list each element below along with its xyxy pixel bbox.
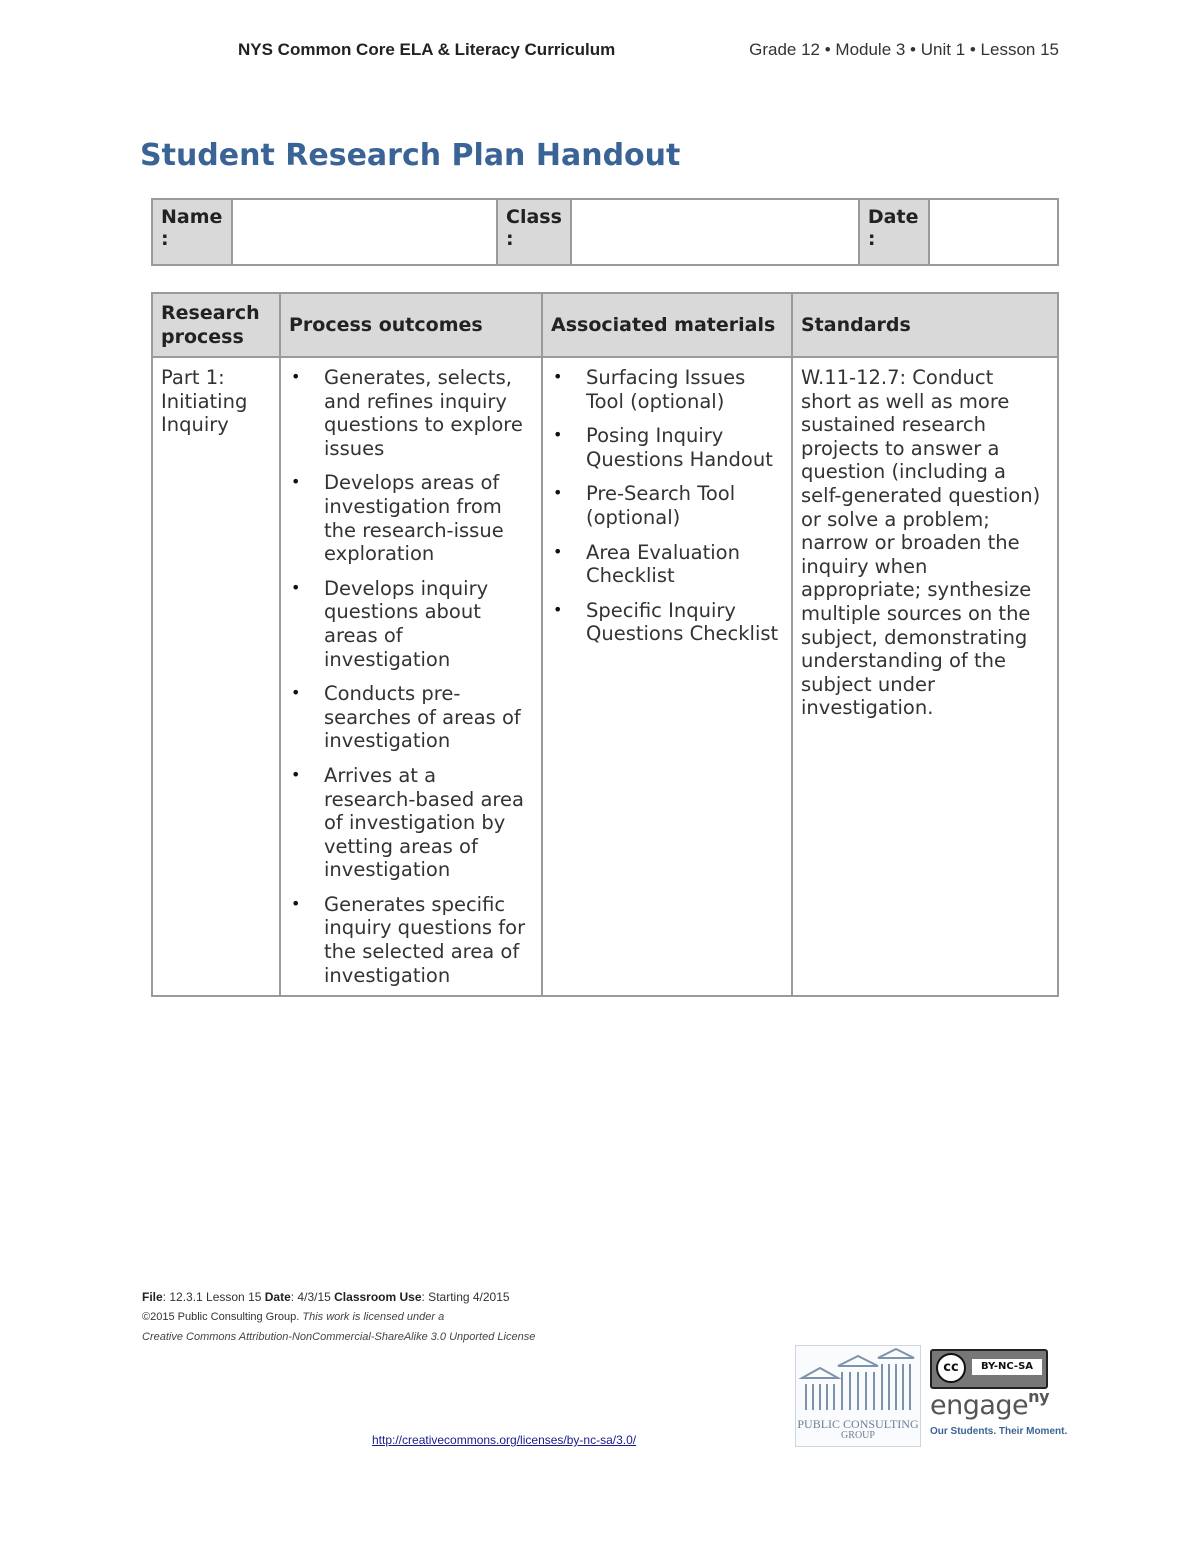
header-standards: Standards [792,293,1058,357]
list-item-text: Pre-Search Tool (optional) [586,482,736,529]
bullet-icon: • [553,599,563,619]
list-item [551,366,783,413]
date-label: Date : [859,199,929,265]
pcg-group: GROUP [841,1430,875,1441]
list-item-text: Generates specific inquiry questions for the selected area of investigation [324,892,526,987]
associated-materials-cell [542,357,792,996]
pcg-logo [795,1345,921,1447]
cc-terms: BY-NC-SA [972,1359,1042,1375]
footer [142,1287,535,1347]
pcg-columns-icon [796,1346,920,1416]
list-item [551,482,783,529]
page-title: Student Research Plan Handout [140,138,681,173]
footer-license-name[interactable]: Creative Commons Attribution-NonCommercial-ShareAlike 3.0 Unported License [142,1331,536,1343]
bullet-icon: • [291,683,301,703]
pcg-logo-text [796,1418,920,1442]
footer-copyright: ©2015 Public Consulting Group. [142,1311,303,1323]
research-process-cell: Part 1: Initiating Inquiry [152,357,280,996]
footer-file-value: : 12.3.1 Lesson 15 [162,1290,265,1304]
list-item [289,682,533,753]
bullet-icon: • [291,472,301,492]
process-outcomes-cell [280,357,542,996]
engage-ny: ny [1028,1387,1049,1406]
materials-list [551,366,783,646]
bullet-icon: • [291,367,301,386]
list-item [289,577,533,671]
bullet-icon: • [291,764,301,784]
standards-cell: W.11-12.7: Conduct short as well as more sustained research projects to answer a question (including a self-generated question) or solve a problem; narrow or broaden the inquiry when appropriate; synthesize multiple sources on the subject, demonstrating understanding of the subject under investigation. [792,357,1058,996]
bullet-icon: • [553,541,563,561]
footer-license-intro: This work is licensed under a [302,1311,445,1323]
cc-icon: cc [936,1353,966,1383]
list-item [289,764,533,882]
bullet-icon: • [291,893,301,913]
list-item-text: Posing Inquiry Questions Handout [586,424,773,471]
list-item-text: Specific Inquiry Questions Checklist [586,598,779,646]
outcomes-list [289,366,533,987]
list-item [551,424,783,471]
engageny-tagline: Our Students. Their Moment. [930,1426,1068,1437]
list-item-text: Develops areas of investigation from the research-issue exploration [324,471,504,566]
license-url-link[interactable]: http://creativecommons.org/licenses/by-nc-sa/3.0/ [372,1433,637,1447]
pcg-name: PUBLIC CONSULTING [797,1417,919,1431]
list-item-text: Develops inquiry questions about areas of investigation [324,576,489,671]
bullet-icon: • [553,425,563,445]
name-field[interactable] [232,199,497,265]
header-process-outcomes: Process outcomes [280,293,542,357]
list-item [289,366,533,460]
footer-use-label: Classroom Use [334,1290,422,1304]
curriculum-header: NYS Common Core ELA & Literacy Curriculum [238,40,616,59]
cc-license-badge[interactable] [930,1349,1048,1389]
class-label: Class : [497,199,571,265]
footer-file-label: File [142,1290,163,1304]
list-item [551,541,783,588]
research-plan-table [151,292,1059,997]
bullet-icon: • [553,367,563,386]
footer-use-value: : Starting 4/2015 [421,1290,510,1304]
list-item [551,599,783,646]
list-item-text: Generates, selects, and refines inquiry questions to explore issues [324,366,523,460]
bullet-icon: • [553,483,563,503]
name-label: Name : [152,199,232,265]
list-item-text: Conducts pre-searches of areas of investigation [324,682,521,753]
student-info-table [151,198,1059,266]
header-research-process: Research process [152,293,280,357]
bullet-icon: • [291,577,301,597]
lesson-header: Grade 12 • Module 3 • Unit 1 • Lesson 15 [749,40,1059,59]
engage-word: engage [930,1390,1029,1421]
list-item-text: Area Evaluation Checklist [586,540,740,588]
list-item-text: Surfacing Issues Tool (optional) [586,366,746,413]
footer-date-label: Date [264,1290,291,1304]
engageny-logo [930,1387,1049,1421]
header-associated-materials: Associated materials [542,293,792,357]
date-field[interactable] [929,199,1058,265]
class-field[interactable] [571,199,859,265]
list-item [289,471,533,565]
footer-date-value: : 4/3/15 [290,1290,335,1304]
list-item [289,893,533,987]
list-item-text: Arrives at a research-based area of investigation by vetting areas of investigation [324,763,524,882]
